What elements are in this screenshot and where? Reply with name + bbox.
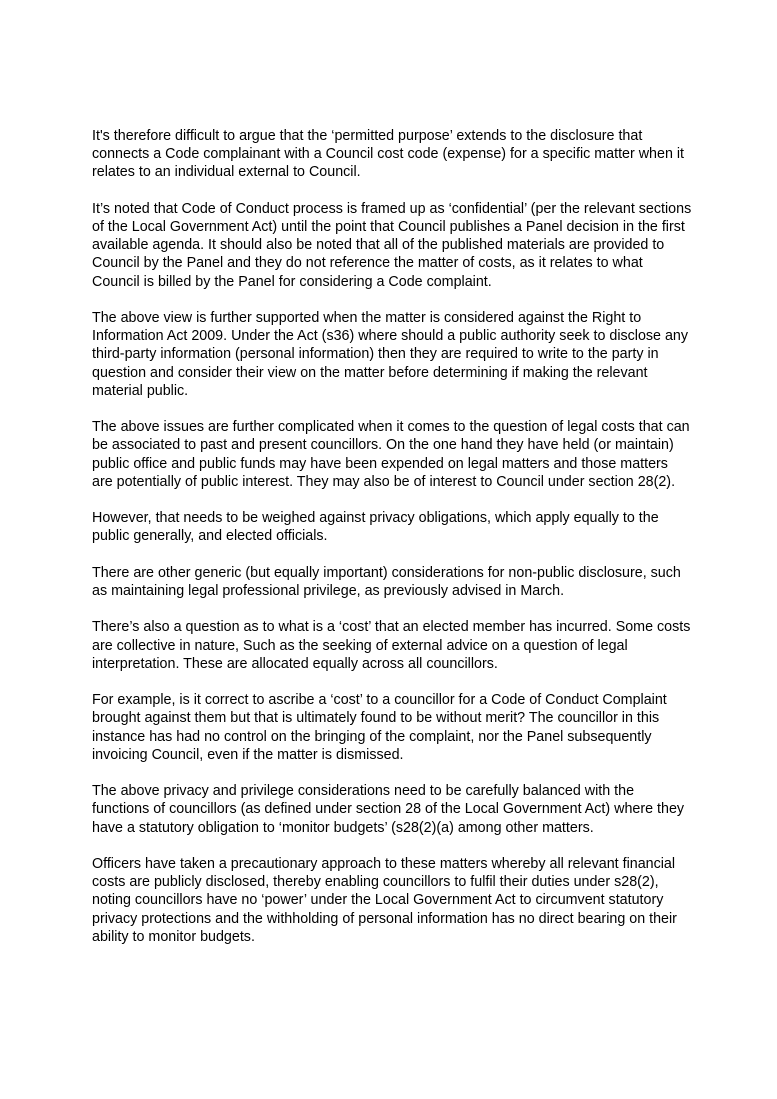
- paragraph-collective-costs: There’s also a question as to what is a ‘cost’ that an elected member has incurred. Some costs are collective in nature, Such as the seeking of external advice on a question of legal interpretation. These are allocated equally across all councillors.: [92, 619, 691, 672]
- paragraph-confidential-process: It’s noted that Code of Conduct process is framed up as ‘confidential’ (per the relevant sections of the Local Government Act) until the point that Council publishes a Panel decision in the first available agenda. It should also be noted that all of the published materials are provided to Council by the Panel and they do not reference the matter of costs, as it relates to what Council is billed by the Panel for considering a Code complaint.: [92, 200, 692, 290]
- paragraph-precautionary-approach: Officers have taken a precautionary approach to these matters whereby all relevant financial costs are publicly disclosed, thereby enabling councillors to fulfil their duties under s28(2), noting councillors have no ‘power’ under the Local Government Act to circumvent statutory privacy protections and the withholding of personal information has no direct bearing on their ability to monitor budgets.: [92, 855, 677, 945]
- paragraph-code-complaint-example: For example, is it correct to ascribe a ‘cost’ to a councillor for a Code of Conduct Complaint brought against them but that is ultimately found to be without merit? The councillor in this instance has had no control on the bringing of the complaint, nor the Panel subsequently invoicing Council, even if the matter is dismissed.: [92, 692, 667, 763]
- paragraph-councillor-functions: The above privacy and privilege considerations need to be carefully balanced with the functions of councillors (as defined under section 28 of the Local Government Act) where they have a statutory obligation to ‘monitor budgets’ (s28(2)(a) among other matters.: [92, 783, 685, 836]
- paragraph-privacy-obligations: However, that needs to be weighed against privacy obligations, which apply equally to the public generally, and elected officials.: [92, 510, 659, 545]
- paragraph-right-to-information: The above view is further supported when the matter is considered against the Right to Information Act 2009. Under the Act (s36) where should a public authority seek to disclose any third-party information (personal information) then they are required to write to the party in question and consider their view on the matter before determining if making the relevant material public.: [92, 310, 689, 399]
- paragraph-permitted-purpose: It's therefore difficult to argue that the ‘permitted purpose’ extends to the disclosure that connects a Code complainant with a Council cost code (expense) for a specific matter when it relates to an individual external to Council.: [92, 128, 685, 181]
- paragraph-legal-privilege: There are other generic (but equally important) considerations for non-public disclosure, such as maintaining legal professional privilege, as previously advised in March.: [92, 564, 681, 599]
- paragraph-legal-costs: The above issues are further complicated when it comes to the question of legal costs that can be associated to past and present councillors. On the one hand they have held (or maintain) public office and public funds may have been expended on legal matters and those matters are potentially of public interest. They may also be of interest to Council under section 28(2).: [92, 419, 690, 490]
- document-body: [92, 127, 692, 964]
